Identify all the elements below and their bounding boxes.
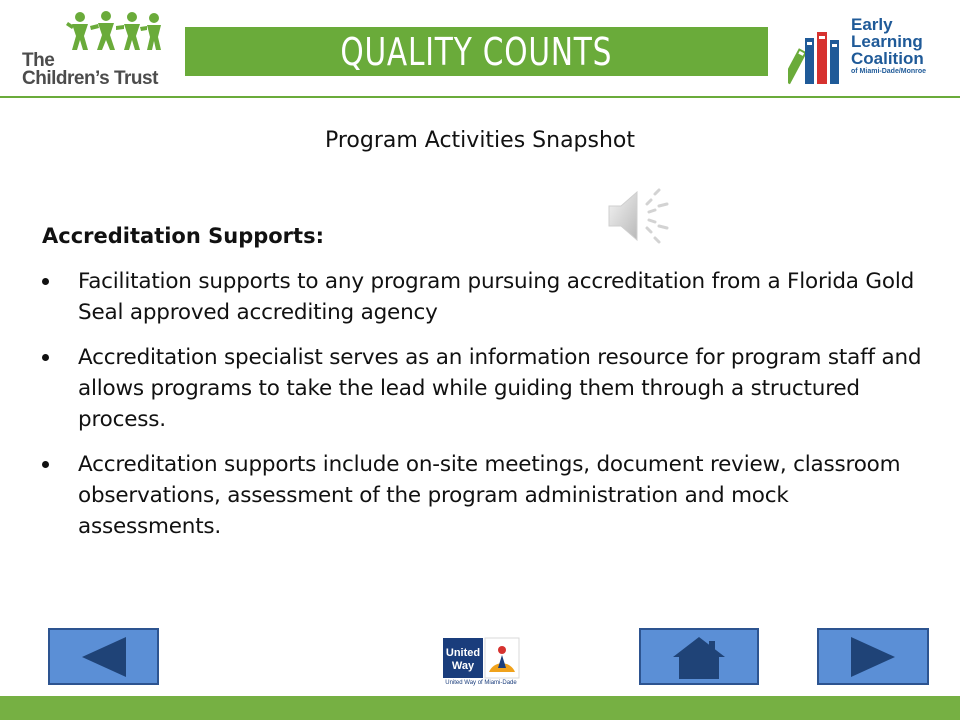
banner-title: QUALITY COUNTS bbox=[340, 29, 613, 74]
united-way-logo bbox=[441, 636, 521, 688]
section-heading: Accreditation Supports: bbox=[42, 224, 324, 248]
quality-counts-banner bbox=[185, 27, 768, 76]
bullet-text: Accreditation specialist serves as an information resource for program staff and allows programs to take the lead while guiding them through a structured process. bbox=[78, 345, 922, 432]
bullet-icon bbox=[42, 278, 49, 285]
early-learning-coalition-logo bbox=[788, 12, 948, 90]
bullet-text: Accreditation supports include on-site meetings, document review, classroom observations, assessment of the program administration and mock assessments. bbox=[78, 452, 901, 539]
home-button[interactable] bbox=[639, 628, 759, 685]
previous-slide-button[interactable] bbox=[48, 628, 159, 685]
logo-text-line: Early bbox=[851, 15, 893, 34]
logo-subtitle: of Miami-Dade/Monroe bbox=[851, 68, 927, 75]
bullet-icon bbox=[42, 461, 49, 468]
triangle-right-icon bbox=[847, 635, 899, 679]
slide-subtitle: Program Activities Snapshot bbox=[324, 128, 636, 153]
list-item bbox=[42, 449, 932, 542]
footer-bar bbox=[0, 696, 960, 720]
logo-text-line: The bbox=[22, 50, 55, 71]
logo-text-line: Learning bbox=[851, 32, 923, 51]
united-way-emblem bbox=[441, 636, 521, 680]
elc-wordmark bbox=[851, 16, 947, 77]
home-icon bbox=[669, 633, 729, 681]
speaker-icon[interactable] bbox=[603, 184, 675, 248]
bullet-text: Facilitation supports to any program pursuing accreditation from a Florida Gold Seal approved accrediting agency bbox=[78, 269, 915, 325]
bullet-list bbox=[42, 266, 932, 556]
svg-text:Way: Way bbox=[451, 660, 475, 672]
list-item bbox=[42, 342, 932, 435]
triangle-left-icon bbox=[78, 635, 130, 679]
books-icon bbox=[788, 28, 846, 88]
svg-text:United: United bbox=[445, 647, 481, 659]
slide-header bbox=[0, 0, 960, 97]
next-slide-button[interactable] bbox=[817, 628, 929, 685]
childrens-trust-logo bbox=[22, 10, 162, 89]
bullet-icon bbox=[42, 354, 49, 361]
childrens-trust-wordmark bbox=[22, 52, 162, 88]
united-way-caption: United Way of Miami-Dade bbox=[445, 680, 517, 686]
logo-text-line: Children’s Trust bbox=[22, 68, 158, 89]
list-item bbox=[42, 266, 932, 328]
logo-text-line: Coalition bbox=[851, 49, 924, 68]
children-figures-icon bbox=[66, 10, 162, 52]
header-divider bbox=[0, 96, 960, 98]
